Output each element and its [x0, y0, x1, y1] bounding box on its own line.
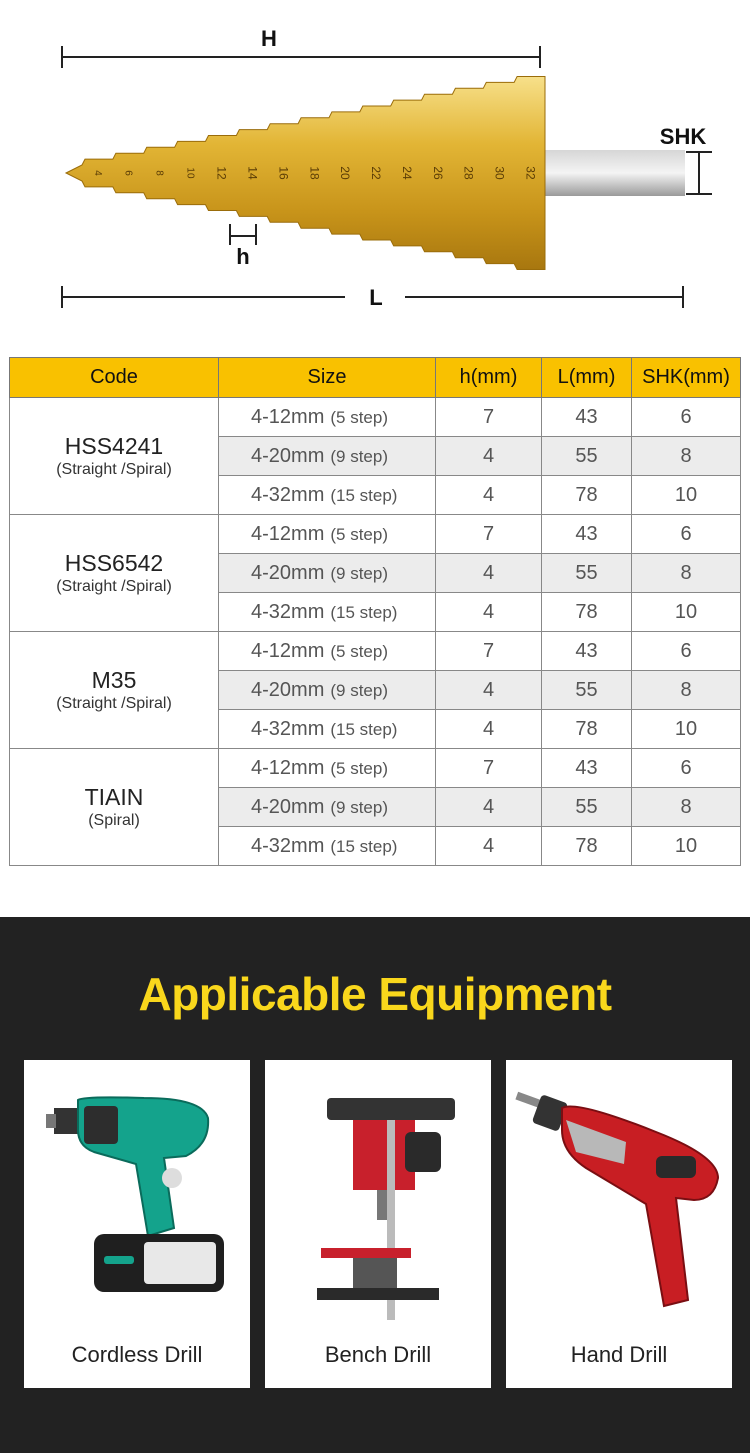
step-number-label: 20	[338, 166, 353, 180]
step-number-label: 28	[461, 166, 476, 180]
equipment-card-bench-drill	[265, 1060, 491, 1388]
step-count: (5 step)	[330, 524, 388, 544]
size-value: 4-12mm	[251, 756, 325, 779]
h-total-label: H	[261, 26, 277, 51]
size-cell	[219, 398, 436, 437]
code-cell	[10, 515, 219, 632]
step-number-label: 32	[523, 166, 538, 180]
equipment-card-hand-drill	[506, 1060, 732, 1388]
step-count: (9 step)	[330, 563, 388, 583]
h-cell: 7	[436, 515, 542, 554]
l-cell: 43	[542, 398, 632, 437]
l-cell: 78	[542, 827, 632, 866]
shk-cell: 6	[632, 398, 741, 437]
size-value: 4-20mm	[251, 795, 325, 818]
shk-cell: 8	[632, 671, 741, 710]
step-count: (9 step)	[330, 797, 388, 817]
bench-drill-icon	[265, 1060, 491, 1320]
size-value: 4-20mm	[251, 561, 325, 584]
h-cell: 4	[436, 554, 542, 593]
l-cell: 78	[542, 476, 632, 515]
step-number-label: 8	[153, 170, 165, 176]
shk-cell: 10	[632, 827, 741, 866]
step-count: (15 step)	[330, 602, 398, 622]
l-cell: 43	[542, 749, 632, 788]
col-header-h: h(mm)	[436, 358, 542, 398]
h-cell: 4	[436, 437, 542, 476]
shk-cell: 10	[632, 710, 741, 749]
step-number-label: 12	[214, 166, 229, 180]
drill-bit	[66, 77, 685, 270]
shk-cell: 8	[632, 788, 741, 827]
size-value: 4-32mm	[251, 600, 325, 623]
step-count: (15 step)	[330, 836, 398, 856]
step-count: (5 step)	[330, 641, 388, 661]
l-cell: 43	[542, 632, 632, 671]
shk-cell: 8	[632, 554, 741, 593]
cordless-drill-icon	[24, 1060, 250, 1320]
step-count: (9 step)	[330, 446, 388, 466]
step-number-label: 26	[430, 166, 445, 180]
size-value: 4-20mm	[251, 678, 325, 701]
col-header-shk: SHK(mm)	[632, 358, 741, 398]
col-header-code: Code	[10, 358, 219, 398]
col-header-size: Size	[219, 358, 436, 398]
drill-shank	[545, 150, 685, 196]
shk-cell: 10	[632, 476, 741, 515]
step-h-label: h	[236, 244, 250, 269]
code-value: TIAIN	[84, 784, 144, 810]
step-number-label: 14	[245, 166, 260, 180]
code-value: HSS6542	[64, 550, 164, 576]
step-number-label: 22	[369, 166, 384, 180]
equipment-label: Cordless Drill	[71, 1342, 203, 1367]
step-number-label: 6	[122, 170, 134, 176]
shk-cell: 8	[632, 437, 741, 476]
l-cell: 55	[542, 788, 632, 827]
size-cell	[219, 788, 436, 827]
h-cell: 7	[436, 398, 542, 437]
size-cell	[219, 476, 436, 515]
step-count: (5 step)	[330, 758, 388, 778]
h-cell: 4	[436, 671, 542, 710]
shk-cell: 10	[632, 593, 741, 632]
size-cell	[219, 632, 436, 671]
applicable-equipment-section	[0, 917, 750, 1453]
l-cell: 43	[542, 515, 632, 554]
h-cell: 4	[436, 827, 542, 866]
size-value: 4-12mm	[251, 522, 325, 545]
h-cell: 4	[436, 788, 542, 827]
h-dimension	[62, 26, 540, 68]
code-value: M35	[91, 667, 137, 693]
step-number-label: 10	[184, 167, 196, 179]
code-variant: (Straight /Spiral)	[56, 461, 172, 478]
h-cell: 4	[436, 476, 542, 515]
size-cell	[219, 593, 436, 632]
step-number-label: 4	[91, 170, 103, 176]
size-value: 4-20mm	[251, 444, 325, 467]
equipment-card-cordless-drill	[24, 1060, 250, 1388]
step-drill-diagram	[0, 0, 750, 340]
equipment-label: Bench Drill	[324, 1342, 432, 1367]
shk-cell: 6	[632, 749, 741, 788]
step-number-label: 16	[276, 166, 291, 180]
code-value: HSS4241	[64, 433, 164, 459]
section-title: Applicable Equipment	[138, 968, 612, 1020]
shk-label: SHK	[659, 124, 707, 149]
h-cell: 7	[436, 749, 542, 788]
hand-drill-icon	[506, 1060, 732, 1320]
table-row	[10, 632, 741, 671]
l-dimension	[62, 285, 683, 310]
code-variant: (Straight /Spiral)	[56, 695, 172, 712]
table-header-row	[10, 358, 741, 398]
l-total-label: L	[369, 285, 383, 310]
code-variant: (Straight /Spiral)	[56, 578, 172, 595]
h-cell: 4	[436, 593, 542, 632]
size-value: 4-32mm	[251, 483, 325, 506]
table-row	[10, 749, 741, 788]
table-row	[10, 515, 741, 554]
step-count: (9 step)	[330, 680, 388, 700]
code-cell	[10, 632, 219, 749]
code-cell	[10, 749, 219, 866]
step-count: (15 step)	[330, 719, 398, 739]
size-value: 4-12mm	[251, 405, 325, 428]
step-count: (15 step)	[330, 485, 398, 505]
h-cell: 7	[436, 632, 542, 671]
step-height-dimension	[230, 224, 256, 269]
size-value: 4-32mm	[251, 834, 325, 857]
shk-cell: 6	[632, 632, 741, 671]
code-variant: (Spiral)	[88, 812, 140, 829]
size-cell	[219, 710, 436, 749]
size-cell	[219, 437, 436, 476]
size-value: 4-32mm	[251, 717, 325, 740]
code-cell	[10, 398, 219, 515]
size-cell	[219, 554, 436, 593]
size-cell	[219, 749, 436, 788]
table-row	[10, 398, 741, 437]
step-count: (5 step)	[330, 407, 388, 427]
col-header-l: L(mm)	[542, 358, 632, 398]
h-cell: 4	[436, 710, 542, 749]
l-cell: 78	[542, 593, 632, 632]
step-number-label: 24	[399, 166, 414, 180]
size-cell	[219, 671, 436, 710]
l-cell: 55	[542, 671, 632, 710]
size-cell	[219, 515, 436, 554]
shk-cell: 6	[632, 515, 741, 554]
step-number-label: 30	[492, 166, 507, 180]
step-number-label: 18	[307, 166, 322, 180]
size-cell	[219, 827, 436, 866]
size-value: 4-12mm	[251, 639, 325, 662]
equipment-label: Hand Drill	[570, 1342, 668, 1367]
l-cell: 55	[542, 554, 632, 593]
l-cell: 55	[542, 437, 632, 476]
spec-table	[9, 357, 741, 866]
l-cell: 78	[542, 710, 632, 749]
